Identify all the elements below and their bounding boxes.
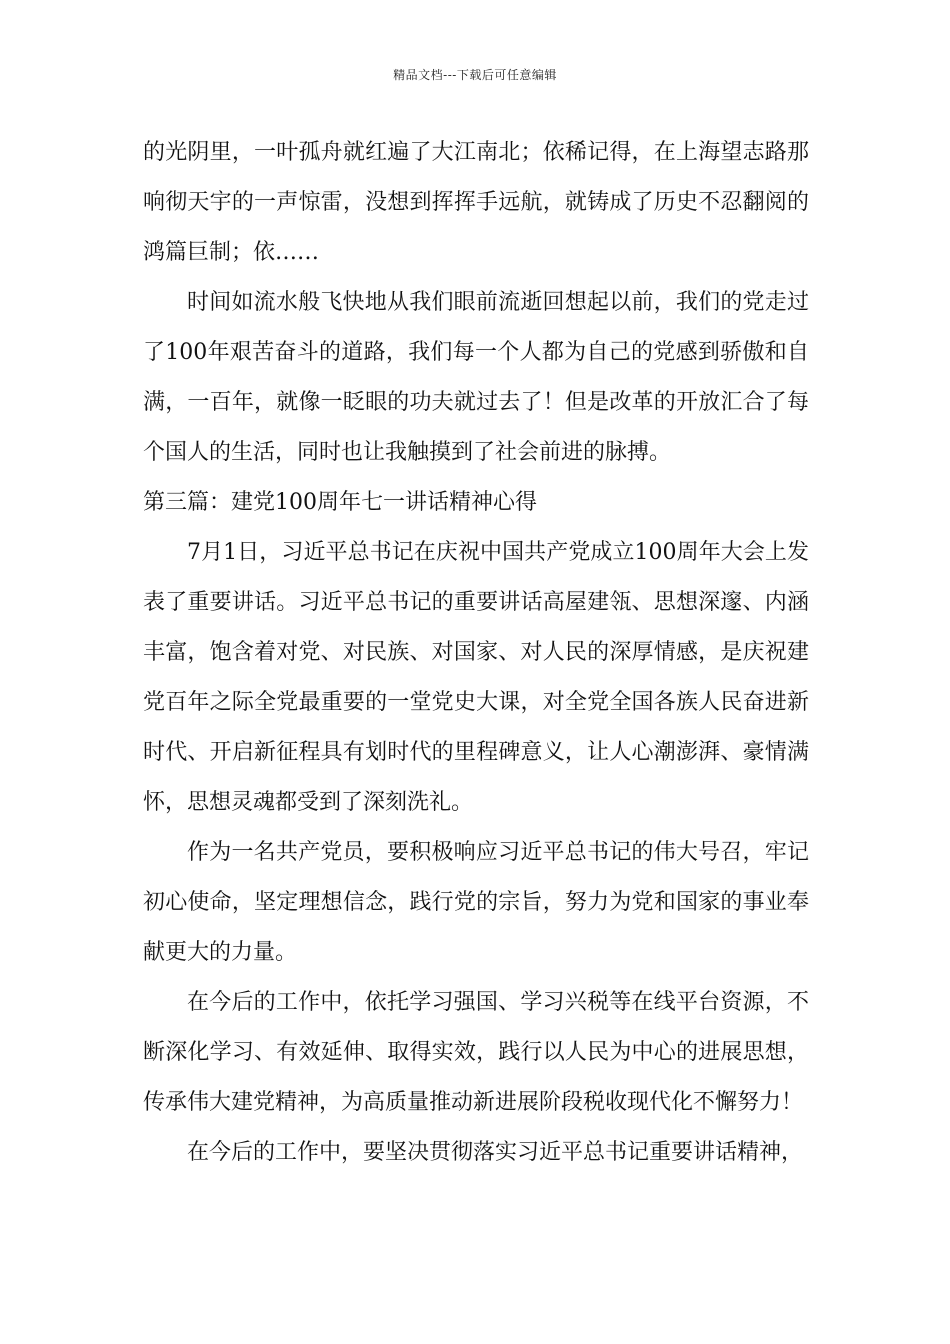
paragraph: 作为一名共产党员，要积极响应习近平总书记的伟大号召，牢记初心使命，坚定理想信念，践行党的宗旨，努力为党和国家的事业奉献更大的力量。	[143, 840, 809, 965]
paragraph-continuation: 的光阴里，一叶孤舟就红遍了大江南北；依稀记得，在上海望志路那响彻天宇的一声惊雷，没想到挥挥手远航，就铸成了历史不忍翻阅的鸿篇巨制；依……	[143, 140, 809, 265]
document-body	[143, 128, 809, 1178]
paragraph: 在今后的工作中，要坚决贯彻落实习近平总书记重要讲话精神，	[187, 1140, 804, 1165]
paragraph: 7月1日，习近平总书记在庆祝中国共产党成立100周年大会上发表了重要讲话。习近平总书记的重要讲话高屋建瓴、思想深邃、内涵丰富，饱含着对党、对民族、对国家、对人民的深厚情感，是庆祝建党百年之际全党最重要的一堂党史大课，对全党全国各族人民奋进新时代、开启新征程具有划时代的里程碑意义，让人心潮澎湃、豪情满怀，思想灵魂都受到了深刻洗礼。	[143, 540, 809, 815]
page-header: 精品文档---下载后可任意编辑	[393, 68, 557, 82]
paragraph: 时间如流水般飞快地从我们眼前流逝回想起以前，我们的党走过了100年艰苦奋斗的道路，我们每一个人都为自己的党感到骄傲和自满，一百年，就像一眨眼的功夫就过去了！但是改革的开放汇合了每个国人的生活，同时也让我触摸到了社会前进的脉搏。	[143, 290, 809, 465]
section-heading: 第三篇：建党100周年七一讲话精神心得	[143, 490, 537, 515]
paragraph: 在今后的工作中，依托学习强国、学习兴税等在线平台资源，不断深化学习、有效延伸、取得实效，践行以人民为中心的进展思想，传承伟大建党精神，为高质量推动新进展阶段税收现代化不懈努力！	[143, 990, 809, 1115]
